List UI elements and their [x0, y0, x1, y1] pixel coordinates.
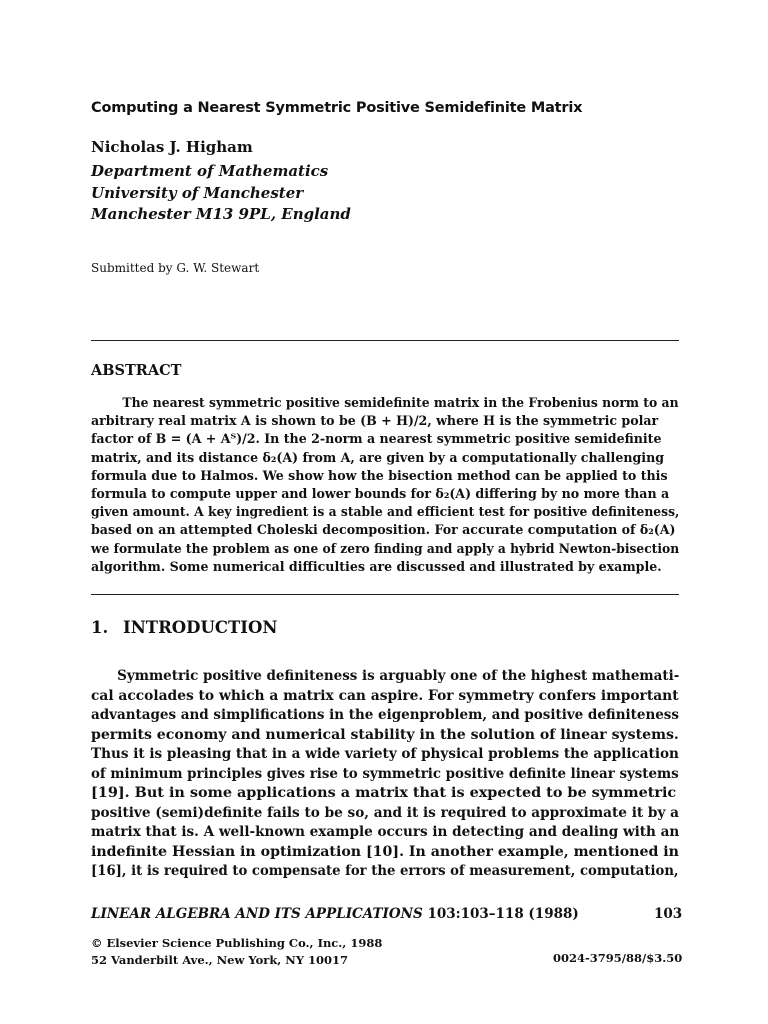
divider-top — [91, 340, 679, 341]
body-line: permits economy and numerical stability in the solution of linear systems. — [91, 725, 679, 743]
journal-citation — [91, 906, 579, 922]
section-title: INTRODUCTION — [123, 618, 278, 637]
abstract-line: The nearest symmetric positive semidefinite matrix in the Frobenius norm to an — [122, 395, 679, 410]
section-number: 1. — [91, 618, 109, 637]
author-affiliation — [91, 161, 491, 226]
affiliation-line: Manchester M13 9PL, England — [91, 205, 351, 223]
body-line: of minimum principles gives rise to symmetric positive definite linear systems — [91, 764, 679, 782]
introduction-body — [91, 666, 679, 881]
affiliation-line: Department of Mathematics — [91, 162, 329, 180]
journal-name: LINEAR ALGEBRA AND ITS APPLICATIONS — [91, 906, 423, 922]
abstract-line: we formulate the problem as one of zero finding and apply a hybrid Newton-bisection — [91, 540, 680, 556]
abstract-line: based on an attempted Choleski decomposition. For accurate computation of δ₂(A) — [91, 522, 676, 538]
divider-bottom — [91, 594, 679, 595]
section-heading — [91, 618, 277, 637]
body-line: advantages and simplifications in the eigenproblem, and positive definiteness — [91, 706, 679, 724]
paper-title: Computing a Nearest Symmetric Positive Semidefinite Matrix — [91, 100, 583, 116]
abstract-line: factor of B = (A + Aᵀ)/2. In the 2-norm a nearest symmetric positive semidefinite — [91, 431, 662, 447]
body-line: cal accolades to which a matrix can aspire. For symmetry confers important — [91, 686, 679, 704]
copyright-line: © Elsevier Science Publishing Co., Inc., 1988 — [91, 936, 383, 950]
body-line: [16], it is required to compensate for the errors of measurement, computation, — [91, 862, 679, 880]
page-number: 103 — [654, 906, 683, 922]
abstract-line: formula due to Halmos. We show how the bisection method can be applied to this — [91, 467, 668, 483]
issn-code: 0024-3795/88/$3.50 — [553, 951, 683, 965]
submitted-by: Submitted by G. W. Stewart — [91, 261, 260, 275]
body-line: [19]. But in some applications a matrix that is expected to be symmetric — [91, 784, 677, 802]
abstract-line: given amount. A key ingredient is a stable and efficient test for positive definiteness, — [91, 504, 680, 520]
abstract-line: arbitrary real matrix A is shown to be (B + H)/2, where H is the symmetric polar — [91, 413, 659, 429]
body-line: indefinite Hessian in optimization [10]. In another example, mentioned in — [91, 842, 679, 860]
affiliation-line: University of Manchester — [91, 183, 304, 202]
abstract-line: matrix, and its distance δ₂(A) from A, are given by a computationally challenging — [91, 449, 665, 465]
author-name: Nicholas J. Higham — [91, 138, 253, 156]
abstract-heading: ABSTRACT — [91, 362, 182, 379]
body-line: Symmetric positive definiteness is arguably one of the highest mathemati- — [117, 667, 680, 684]
abstract-line: algorithm. Some numerical difficulties are discussed and illustrated by example. — [91, 558, 662, 574]
abstract-line: formula to compute upper and lower bounds for δ₂(A) differing by no more than a — [91, 486, 670, 502]
journal-volume: 103:103–118 (1988) — [427, 906, 579, 922]
body-line: matrix that is. A well-known example occurs in detecting and dealing with an — [91, 823, 680, 841]
body-line: Thus it is pleasing that in a wide variety of physical problems the application — [91, 745, 679, 763]
abstract-body — [91, 394, 679, 576]
publisher-address: 52 Vanderbilt Ave., New York, NY 10017 — [91, 952, 349, 967]
body-line: positive (semi)definite fails to be so, and it is required to approximate it by a — [91, 803, 679, 821]
copyright-block — [91, 935, 382, 968]
